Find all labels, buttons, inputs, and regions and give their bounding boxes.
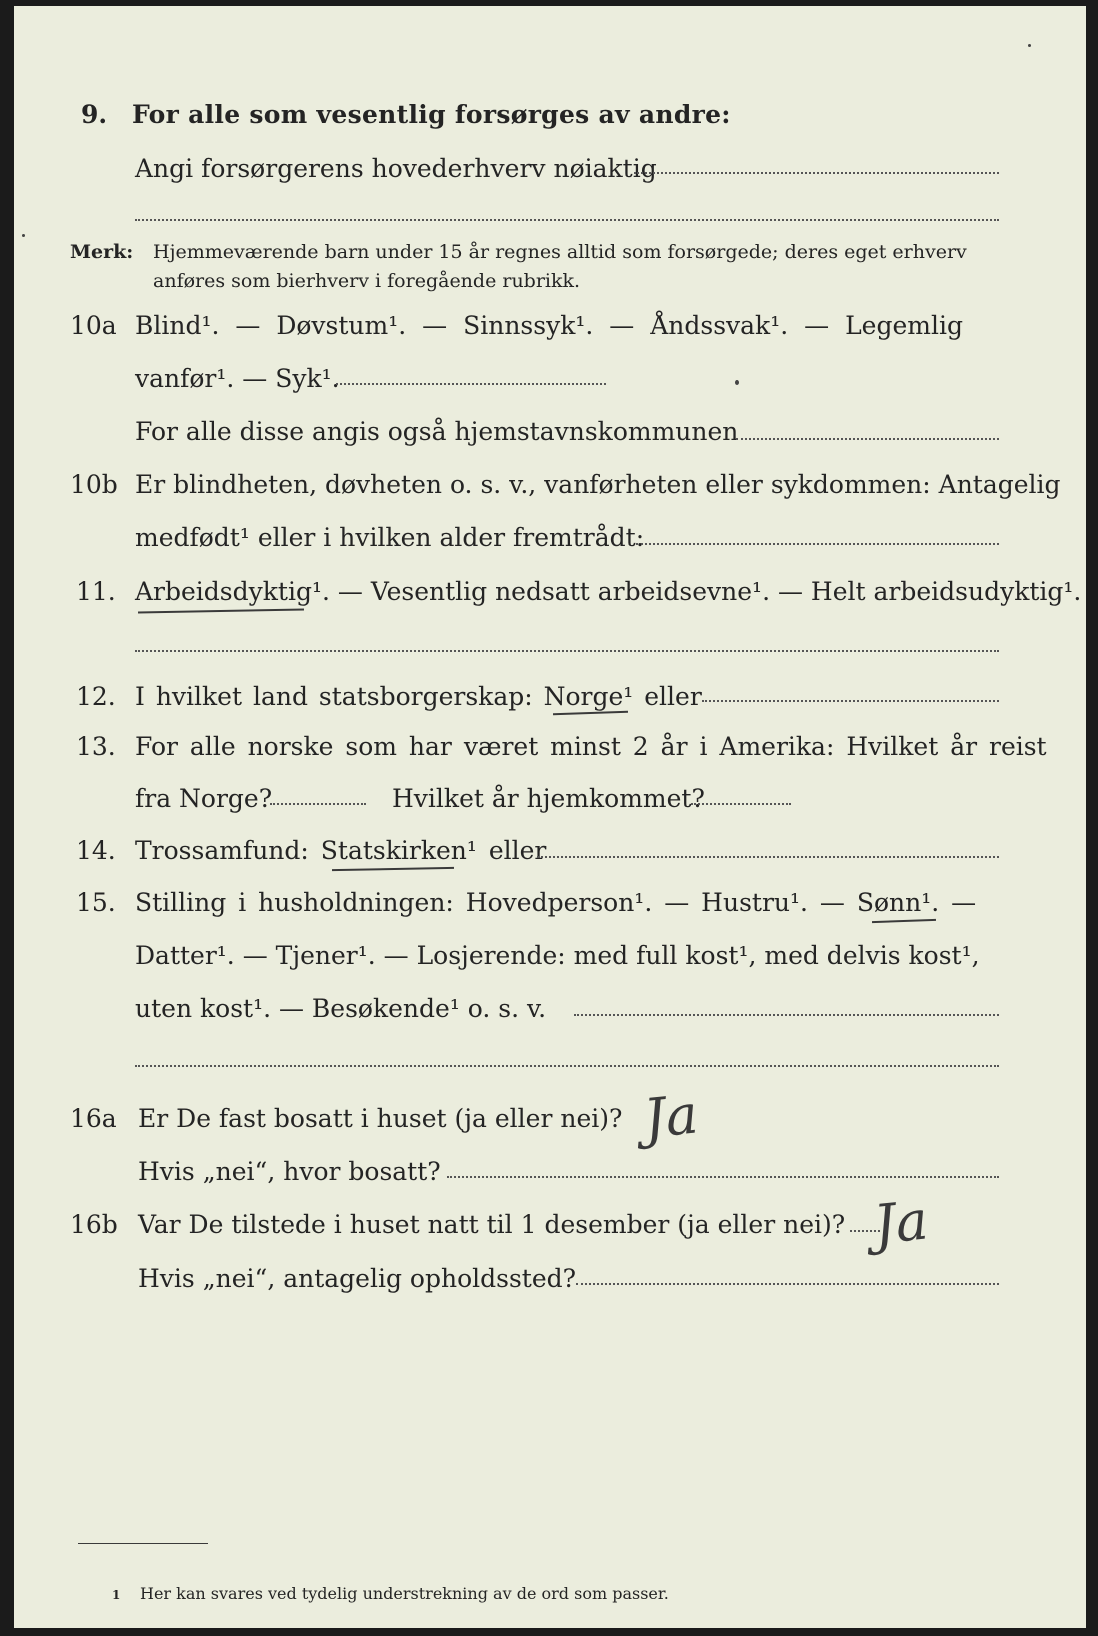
q12-line: I hvilket land statsborgerskap: Norge¹ eller [135, 682, 702, 711]
q14-number: 14. [76, 836, 116, 865]
q14-line: Trossamfund: Statskirken¹ eller [135, 836, 547, 865]
q10b-line-2: medfødt¹ eller i hvilken alder fremtrådt: [135, 523, 645, 552]
footnote-text: Her kan svares ved tydelig understrekning av de ord som passer. [140, 1584, 669, 1603]
q10a-line-1: Blind¹. — Døvstum¹. — Sinnssyk¹. — Åndssvak¹. — Legemlig [135, 311, 963, 340]
q12-underline-norge [553, 711, 628, 716]
q15-extra-line [135, 1065, 999, 1067]
q15-answer-line [574, 1014, 999, 1016]
q9-extra-line [135, 219, 999, 221]
q10a-line-2: vanfør¹. — Syk¹. [135, 364, 340, 393]
q16b-handwritten-answer: Ja [870, 1188, 931, 1257]
q16b-line-1: Var De tilstede i huset natt til 1 desember (ja eller nei)? [138, 1210, 846, 1239]
q10a-syk-line [336, 383, 606, 385]
q13-line-1: For alle norske som har været minst 2 år i Amerika: Hvilket år reist [135, 732, 1047, 761]
q13-number: 13. [76, 732, 116, 761]
q9-number: 9. [81, 100, 108, 129]
q15-line-3: uten kost¹. — Besøkende¹ o. s. v. [135, 994, 547, 1023]
q11-number: 11. [76, 577, 116, 606]
q16b-line-2: Hvis „nei“, antagelig opholdssted? [138, 1264, 577, 1293]
q10a-line-3: For alle disse angis også hjemstavnskommunen [135, 417, 739, 446]
footnote-mark: 1 [112, 1588, 121, 1602]
q12-answer-line [702, 700, 999, 702]
q11-extra-line [135, 650, 999, 652]
ink-dot [735, 380, 739, 385]
merk-line-2: anføres som bierhverv i foregående rubrikk. [153, 270, 581, 292]
q10a-number: 10a [70, 311, 117, 340]
q10b-number: 10b [70, 470, 118, 499]
q10b-answer-line [636, 543, 999, 545]
merk-label: Merk: [70, 241, 134, 263]
q15-line-1: Stilling i husholdningen: Hovedperson¹. — Hustru¹. — Sønn¹. — [135, 888, 977, 917]
q10a-kommune-line [736, 438, 999, 440]
q11-line: Arbeidsdyktig¹. — Vesentlig nedsatt arbeidsevne¹. — Helt arbeidsudyktig¹. [135, 577, 1082, 606]
q15-number: 15. [76, 888, 116, 917]
q16a-number: 16a [70, 1104, 117, 1133]
q13-hjemkommet-line [691, 803, 791, 805]
q14-answer-line [537, 856, 999, 858]
q15-underline-sonn [872, 919, 936, 923]
q9-line: Angi forsørgerens hovederhverv nøiaktig [135, 154, 657, 183]
q16b-number: 16b [70, 1210, 118, 1239]
q16a-line-2: Hvis „nei“, hvor bosatt? [138, 1157, 441, 1186]
q13-reist-line [270, 803, 366, 805]
ink-speck [1028, 44, 1031, 47]
ink-speck [22, 234, 25, 237]
q14-underline-statskirken [332, 867, 454, 871]
q13-line-2a: fra Norge? [135, 784, 273, 813]
q10b-line-1: Er blindheten, døvheten o. s. v., vanførheten eller sykdommen: Antagelig [135, 470, 1061, 499]
q11-underline-arbeidsdyktig [138, 609, 304, 614]
q12-number: 12. [76, 682, 116, 711]
q15-line-2: Datter¹. — Tjener¹. — Losjerende: med full kost¹, med delvis kost¹, [135, 941, 980, 970]
q16b-opholdssted-line [576, 1283, 999, 1285]
q16a-line-1: Er De fast bosatt i huset (ja eller nei)? [138, 1104, 623, 1133]
merk-line-1: Hjemmeværende barn under 15 år regnes alltid som forsørgede; deres eget erhverv [153, 241, 967, 263]
q9-title: For alle som vesentlig forsørges av andre: [132, 100, 731, 129]
census-form-page [14, 6, 1086, 1628]
q13-line-2b: Hvilket år hjemkommet? [392, 784, 705, 813]
q16a-handwritten-answer: Ja [640, 1082, 701, 1151]
footnote-rule [78, 1543, 208, 1544]
q16a-bosatt-line [447, 1176, 999, 1178]
q9-answer-line [634, 172, 999, 174]
